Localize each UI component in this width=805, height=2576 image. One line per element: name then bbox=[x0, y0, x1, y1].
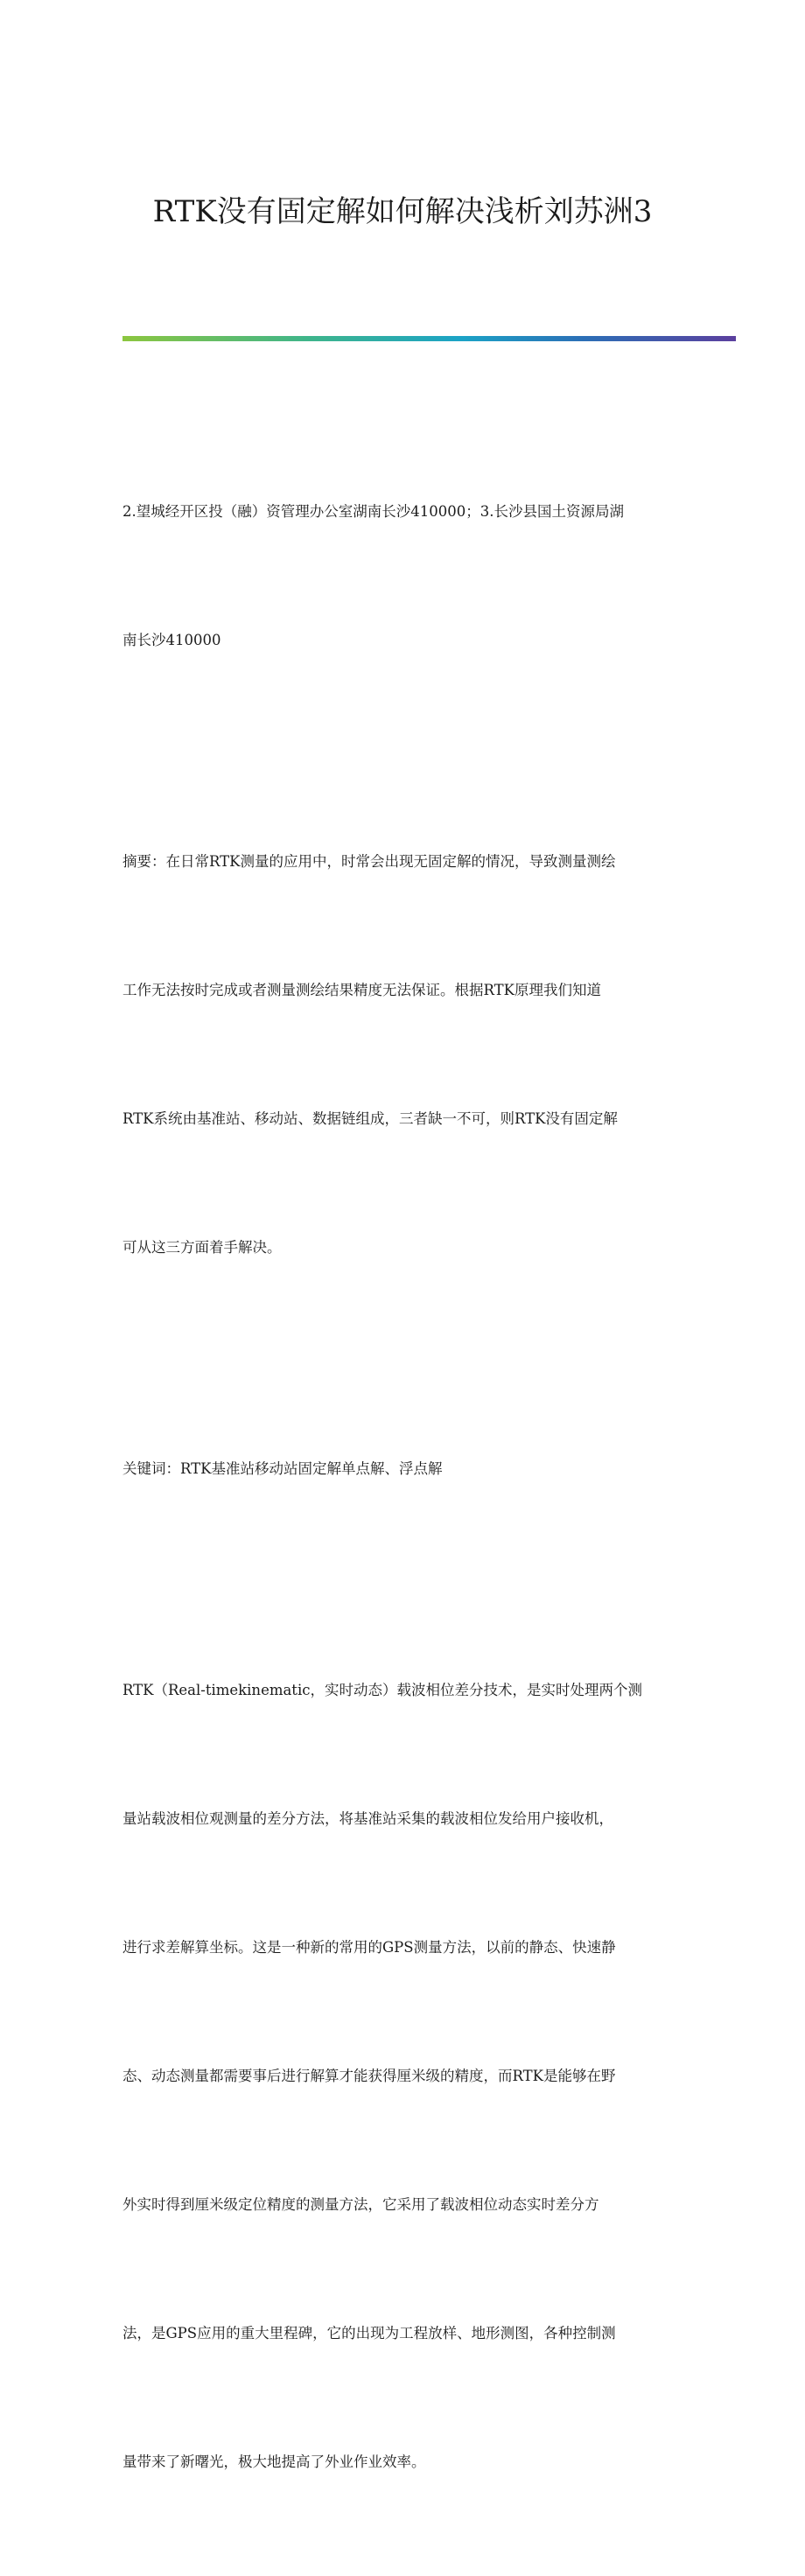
paragraph-line: 法，是GPS应用的重大里程碑，它的出现为工程放样、地形测图，各种控制测 bbox=[122, 2325, 616, 2342]
paragraph-line: 工作无法按时完成或者测量测绘结果精度无法保证。根据RTK原理我们知道 bbox=[122, 982, 601, 998]
paragraph-line: 量站载波相位观测量的差分方法，将基准站采集的载波相位发给用户接收机， bbox=[122, 1810, 613, 1827]
paragraph-line: 量带来了新曙光，极大地提高了外业作业效率。 bbox=[122, 2454, 426, 2470]
document-body bbox=[122, 404, 684, 2576]
paragraph-line: 进行求差解算坐标。这是一种新的常用的GPS测量方法，以前的静态、快速静 bbox=[122, 1939, 616, 1956]
paragraph-line: RTK（Real-timekinematic，实时动态）载波相位差分技术，是实时处理两个测 bbox=[122, 1682, 642, 1698]
paragraph-line: 外实时得到厘米级定位精度的测量方法，它采用了载波相位动态实时差分方 bbox=[122, 2196, 599, 2213]
paragraph-line: 关键词：RTK基准站移动站固定解单点解、浮点解 bbox=[122, 1460, 443, 1477]
keywords-paragraph bbox=[122, 1362, 684, 1576]
paragraph-line: 2.望城经开区投（融）资管理办公室湖南长沙410000；3.长沙县国土资源局湖 bbox=[122, 503, 624, 520]
paragraph-line: 南长沙410000 bbox=[122, 632, 221, 648]
intro-paragraph bbox=[122, 1583, 684, 2569]
paragraph-line: 态、动态测量都需要事后进行解算才能获得厘米级的精度，而RTK是能够在野 bbox=[122, 2068, 616, 2084]
paragraph-line: RTK系统由基准站、移动站、数据链组成，三者缺一不可，则RTK没有固定解 bbox=[122, 1110, 618, 1127]
title-divider bbox=[122, 336, 736, 341]
affiliation-paragraph bbox=[122, 404, 684, 747]
paragraph-line: 可从这三方面着手解决。 bbox=[122, 1239, 282, 1256]
paragraph-line: 摘要：在日常RTK测量的应用中，时常会出现无固定解的情况，导致测量测绘 bbox=[122, 853, 616, 870]
document-title: RTK没有固定解如何解决浅析刘苏洲3 bbox=[152, 194, 653, 229]
abstract-paragraph bbox=[122, 754, 684, 1354]
